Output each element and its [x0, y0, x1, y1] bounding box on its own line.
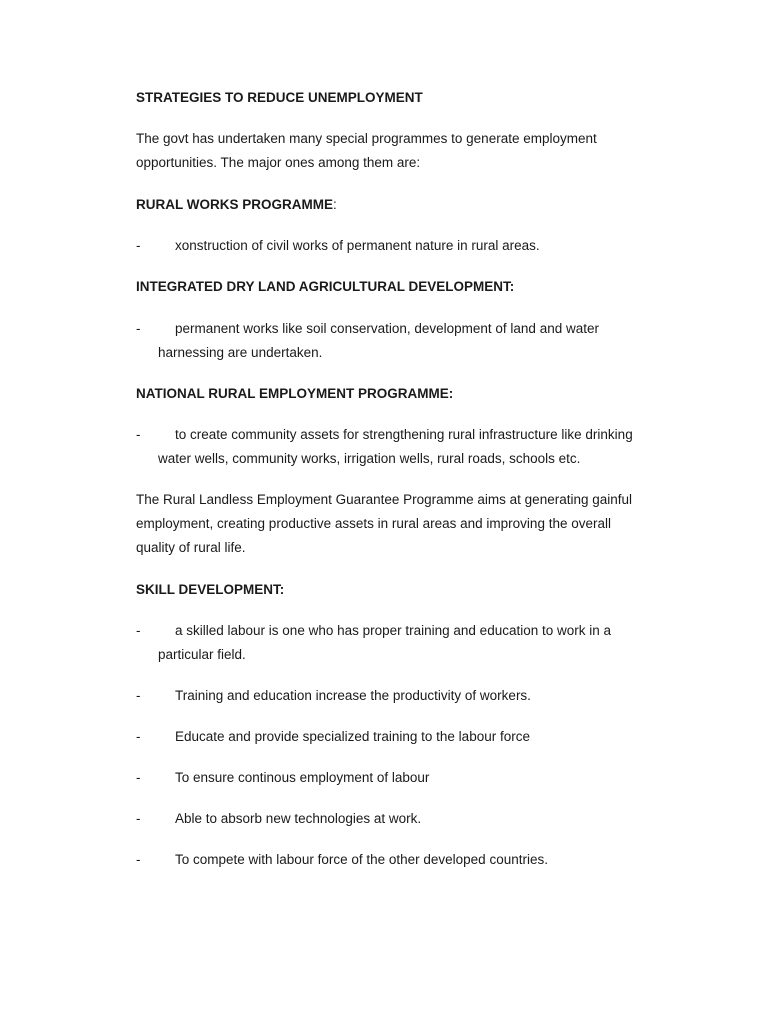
bullet-dash: -	[136, 321, 141, 336]
bullet-text: To compete with labour force of the other developed countries.	[175, 852, 548, 867]
bullet-text: Training and education increase the productivity of workers.	[175, 688, 531, 703]
bullet-dash: -	[136, 688, 141, 703]
bullet-text-continuation: particular field.	[158, 647, 246, 662]
bullet-dash: -	[136, 852, 141, 867]
bullet-text: Able to absorb new technologies at work.	[175, 811, 422, 826]
document-title: STRATEGIES TO REDUCE UNEMPLOYMENT	[136, 90, 423, 105]
section-heading-rural-works-colon: :	[333, 197, 337, 212]
bullet-dash: -	[136, 623, 141, 638]
bullet-text: permanent works like soil conservation, development of land and water	[175, 321, 599, 336]
intro-line-2: opportunities. The major ones among them are:	[136, 155, 421, 170]
bullet-text: xonstruction of civil works of permanent nature in rural areas.	[175, 238, 540, 253]
bullet-dash: -	[136, 729, 141, 744]
section-heading-rural-works	[136, 196, 337, 214]
section-heading-national-rural-employment: NATIONAL RURAL EMPLOYMENT PROGRAMME:	[136, 386, 454, 401]
bullet-dash: -	[136, 427, 141, 442]
section-heading-rural-works-text: RURAL WORKS PROGRAMME	[136, 197, 333, 212]
bullet-text: a skilled labour is one who has proper training and education to work in a	[175, 623, 612, 638]
section-heading-integrated-dry-land: INTEGRATED DRY LAND AGRICULTURAL DEVELOPMENT:	[136, 279, 515, 294]
bullet-text: To ensure continous employment of labour	[175, 770, 430, 785]
bullet-dash: -	[136, 238, 141, 253]
bullet-dash: -	[136, 770, 141, 785]
intro-line-1: The govt has undertaken many special programmes to generate employment	[136, 131, 597, 146]
bullet-text-continuation: water wells, community works, irrigation wells, rural roads, schools etc.	[158, 451, 581, 466]
paragraph-line-2: employment, creating productive assets in rural areas and improving the overall	[136, 516, 611, 531]
bullet-text: to create community assets for strengthening rural infrastructure like drinking	[175, 427, 633, 442]
paragraph-line-3: quality of rural life.	[136, 540, 246, 555]
bullet-text-continuation: harnessing are undertaken.	[158, 345, 323, 360]
paragraph-line-1: The Rural Landless Employment Guarantee Programme aims at generating gainful	[136, 492, 633, 507]
bullet-text: Educate and provide specialized training to the labour force	[175, 729, 530, 744]
bullet-dash: -	[136, 811, 141, 826]
section-heading-skill-development: SKILL DEVELOPMENT:	[136, 582, 285, 597]
